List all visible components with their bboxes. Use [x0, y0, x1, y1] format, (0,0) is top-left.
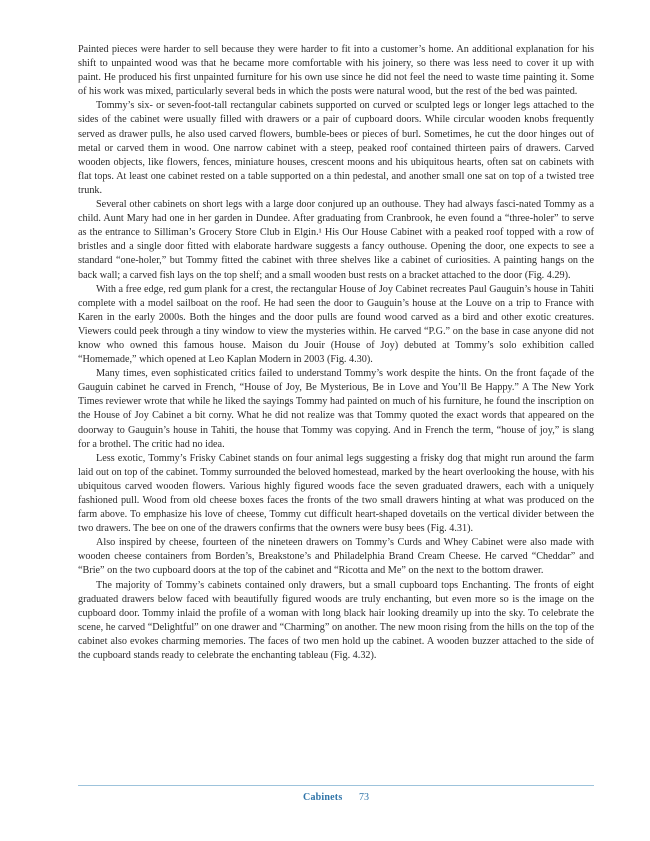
- paragraph-4: With a free edge, red gum plank for a crest, the rectangular House of Joy Cabinet recreates Paul Gauguin’s house in Tahiti complete with a model sailboat on the roof. He had seen the door to Gauguin’s house at the Louve on a trip to France with Karen in the early 2000s. Both the hinges and the door pulls are found wood carved as a bird and other exotic creatures. Viewers could peek through a tiny window to view the mysteries within. He carved “P.G.” on the base in case anyone did not know who owned this famous house. Maison du Jouir (House of Joy) debuted at Tommy’s solo exhibition called “Homemade,” which opened at Leo Kaplan Modern in 2003 (Fig. 4.30).: [78, 283, 594, 366]
- paragraph-3: Several other cabinets on short legs with a large door conjured up an outhouse. They had always fasci-nated Tommy as a child. Aunt Mary had one in her garden in Dundee. After graduating from Cranbrook, he even found a “three-holer” to serve as the entrance to Silliman’s Grocery Store Club in Elgin.¹ His Our House Cabinet with a peaked roof topped with a row of bristles and a single door fitted with elaborate hardware suggests a fancy outhouse. Opening the door, one expects to see a standard “one-holer,” but Tommy fitted the cabinet with three shelves like a cabinet of curiosities. A painting hangs on the back wall; a carved fish lays on the top shelf; and a small wooden bust rests on a bracket attached to the door (Fig. 4.29).: [78, 199, 594, 281]
- paragraph-7: Also inspired by cheese, fourteen of the nineteen drawers on Tommy’s Curds and Whey Cabinet were also made with wooden cheese containers from Borden’s, Breakstone’s and Philadelphia Brand Cream Cheese. He carved “Cheddar” and “Brie” on the two cupboard doors at the top of the cabinet and “Ricotta and Me” on the next to the bottom drawer.: [78, 537, 594, 577]
- page-number: 73: [358, 792, 369, 803]
- paragraph-5: Many times, even sophisticated critics failed to understand Tommy’s work despite the hints. On the front façade of the Gauguin cabinet he carved in French, “House of Joy, Be Mysterious, Be in Love and You’ll Be Happy.” A The New York Times reviewer wrote that while he liked the sayings Tommy had painted on much of his furniture, he found the inscription on the House of Joy Cabinet a bit corny. What he did not realize was that Tommy quoted the exact words that appeared on the doorway to Gauguin’s house in Tahiti, the house that Tommy was copying. And in French the term, “house of joy,” is slang for a brothel. The critic had no idea.: [78, 368, 594, 450]
- paragraph-6: Less exotic, Tommy’s Frisky Cabinet stands on four animal legs suggesting a frisky dog that might run around the farm laid out on top of the cabinet. Tommy surrounded the beloved homestead, marked by the heart overlooking the house, with his ubiquitous carved wooden flowers. Various highly figured woods face the seven graduated drawers, each with a uniquely fashioned pull. Wood from old cheese boxes faces the fronts of the two small drawers hinting at what was produced on the farm above. To emphasize his love of cheese, Tommy cut difficult heart-shaped dovetails on the vertical divider between the two drawers. The bee on one of the drawers confirms that the owners were busy bees (Fig. 4.31).: [78, 452, 594, 535]
- paragraph-2: Tommy’s six- or seven-foot-tall rectangular cabinets supported on curved or sculpted legs or longer legs attached to the sides of the cabinet were usually filled with drawers or a pair of cupboard doors. While circular wooden knobs frequently served as drawer pulls, he also used carved flowers, bumble-bees or pieces of burl. Sometimes, he cut the door hinges out of metal or carved them in wood. One narrow cabinet with a steep, peaked roof contained thirteen pairs of drawers. Carved wooden objects, like flowers, fences, miniature houses, crescent moons and his ubiquitous hearts, often sat on cabinets with flat tops. At least one cabinet rested on a table supported on a thin pedestal, and another small one sat on top of a twisted tree trunk.: [78, 100, 594, 196]
- page-footer: [78, 792, 594, 803]
- paragraph-8: The majority of Tommy’s cabinets contained only drawers, but a small cupboard tops Enchanting. The fronts of eight graduated drawers below faced with beautifully figured woods are truly enchanting, but even more so is the image on the cupboard door. Tommy inlaid the profile of a woman with long black hair looking dreamily up into the sky. To celebrate the scene, he carved “Delightful” on one drawer and “Charming” on another. The new moon rising from the hills on the top of the cabinet also evokes charming memories. The faces of two men hold up the cabinet. A wooden buzzer attached to the side of the cupboard stands ready to celebrate the enchanting tableau (Fig. 4.32).: [78, 579, 594, 662]
- paragraph-1: Painted pieces were harder to sell because they were harder to fit into a customer’s home. An additional explanation for his shift to unpainted wood was that he became more comfortable with his joinery, so there was less need to cover it up with paint. He produced his first unpainted furniture for his own use since he did not feel the need to waste time painting it. Some of his work was mixed, particularly several beds in which the posts were natural wood, but the rest of the bed was painted.: [78, 44, 594, 98]
- footer-divider: [78, 785, 594, 786]
- body-text: [78, 43, 594, 663]
- footer-section-title: Cabinets: [303, 792, 343, 803]
